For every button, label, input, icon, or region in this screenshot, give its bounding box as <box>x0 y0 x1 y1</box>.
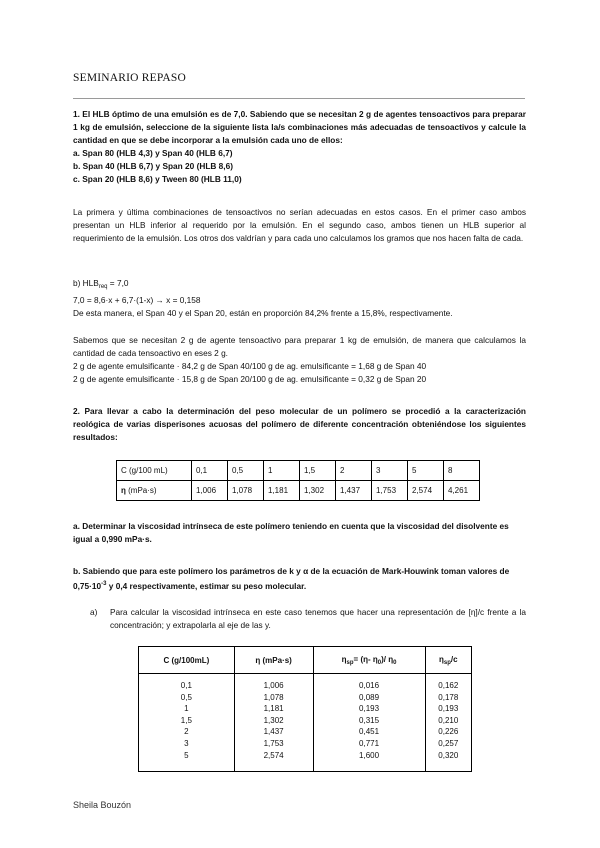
col-header-concentration: C (g/100mL) <box>139 647 235 674</box>
calc-paragraph: Sabemos que se necesitan 2 g de agente tensoactivo para preparar 1 kg de emulsión, de manera que calculamos la cantidad de cada tensoactivo en eses 2 g. <box>73 335 526 358</box>
table-cell: 1,600 <box>313 750 425 772</box>
question-1-option-a: a. Span 80 (HLB 4,3) y Span 40 (HLB 6,7) <box>73 148 233 158</box>
table-cell: 0,320 <box>425 750 471 772</box>
page-footer-author: Sheila Bouzón <box>73 800 132 810</box>
header-divider <box>73 98 525 99</box>
table-cell: 5 <box>139 750 235 772</box>
results-table <box>138 646 472 772</box>
table-cell: 1,302 <box>300 481 336 501</box>
table-cell: 0,315 <box>313 715 425 727</box>
table-cell: 0,1 <box>192 461 228 481</box>
row-header-concentration: C (g/100 mL) <box>117 461 192 481</box>
table-cell: 1,181 <box>234 703 313 715</box>
table-row <box>139 674 472 692</box>
calc-label: b) $HLB_{req} = 7,0$ <box>73 278 129 290</box>
table-cell: 0,089 <box>313 692 425 704</box>
table-row <box>139 703 472 715</box>
table-row <box>139 715 472 727</box>
table-cell: 1,753 <box>234 738 313 750</box>
table-cell: 0,1 <box>139 674 235 692</box>
col-header-specific-viscosity: $\eta_{sp}= (\eta-$ $\eta_0)/$ $\eta_0$ <box>313 647 425 674</box>
answer-a-text: Para calcular la viscosidad intrínseca en este caso tenemos que hacer una representación de [η]/c frente a la concentración; y extrapolarla al eje de las y. <box>110 607 526 630</box>
table-cell: 1,5 <box>139 715 235 727</box>
table-row <box>139 750 472 772</box>
table-cell: 0,178 <box>425 692 471 704</box>
table-cell: 1,006 <box>192 481 228 501</box>
table-cell: 1,006 <box>234 674 313 692</box>
table-cell: 2,574 <box>234 750 313 772</box>
question-1-option-b: b. Span 40 (HLB 6,7) y Span 20 (HLB 8,6) <box>73 161 233 171</box>
question-1-statement: 1. El HLB óptimo de una emulsión es de 7,0. Sabiendo que se necesitan 2 g de agentes tensoactivos para preparar 1 kg de emulsión, seleccione de la siguiente lista la/s combinaciones más adecuadas de tensoactivos y calcule la cantidad en que se debe incorporar a la emulsión cada uno de ellos: <box>73 109 526 145</box>
question-1-option-c: c. Span 20 (HLB 8,6) y Tween 80 (HLB 11,0) <box>73 174 242 184</box>
question-1-grams <box>73 334 526 386</box>
table-cell: 0,771 <box>313 738 425 750</box>
table-row <box>139 738 472 750</box>
table-cell: 1,302 <box>234 715 313 727</box>
table-cell: 3 <box>139 738 235 750</box>
table-cell: 0,016 <box>313 674 425 692</box>
page-title: SEMINARIO REPASO <box>73 72 187 84</box>
table-cell: 0,193 <box>313 703 425 715</box>
table-cell: 1,753 <box>372 481 408 501</box>
col-header-reduced-viscosity: $\eta_{sp}/c$ <box>425 647 471 674</box>
table-cell: 1,181 <box>264 481 300 501</box>
table-cell: 0,5 <box>228 461 264 481</box>
question-2-part-b: b. Sabiendo que para este polímero los parámetros de k y α de la ecuación de Mark-Houwink toman valores de $0,75\cdot 10^{-3}$ y 0,4 respectivamente, estimar su peso molecular. <box>73 566 510 591</box>
table-cell: 0,257 <box>425 738 471 750</box>
table-cell: 2,574 <box>408 481 444 501</box>
table-cell: 1,5 <box>300 461 336 481</box>
col-header-viscosity: η (mPa·s) <box>234 647 313 674</box>
table-header-row <box>139 647 472 674</box>
table-cell: 1,078 <box>228 481 264 501</box>
question-1-answer-paragraph: La primera y última combinaciones de tensoactivos no serían adecuadas en estos casos. En el primer caso ambos presentan un HLB inferior al requerido por la emulsión. En el segundo caso, ambos tienen un HLB superior al requerimiento de la emulsión. Los otros dos valdrían y para cada uno calculamos los gramos que nos hacen falta de cada. <box>73 207 526 243</box>
question-1 <box>73 108 526 186</box>
calc-line-span20: 2 g de agente emulsificante · 15,8 g de Span 20/100 g de ag. emulsificante = 0,32 g de Span 20 <box>73 374 427 384</box>
calc-line-span40: 2 g de agente emulsificante · 84,2 g de Span 40/100 g de ag. emulsificante = 1,68 g de Span 40 <box>73 361 427 371</box>
table-cell: 0,451 <box>313 726 425 738</box>
table-cell: 2 <box>139 726 235 738</box>
answer-a-number: a) <box>90 607 98 617</box>
table-cell: 0,226 <box>425 726 471 738</box>
viscosity-data-table <box>116 460 480 501</box>
table-cell: 1,078 <box>234 692 313 704</box>
calc-conclusion: De esta manera, el Span 40 y el Span 20, están en proporción 84,2% frente a 15,8%, respectivamente. <box>73 308 453 318</box>
table-cell: 1,437 <box>234 726 313 738</box>
table-cell: 2 <box>336 461 372 481</box>
table-cell: 1 <box>264 461 300 481</box>
table-cell: 0,5 <box>139 692 235 704</box>
table-cell: 1 <box>139 703 235 715</box>
table-row <box>117 481 480 501</box>
table-cell: 3 <box>372 461 408 481</box>
question-2-statement: 2. Para llevar a cabo la determinación del peso molecular de un polímero se procedió a la caracterización reológica de varias disperisones acuosas del polímero de diferente concentración obteniéndose los siguientes resultados: <box>73 406 526 442</box>
calc-equation: 7,0 = 8,6·x + 6,7·(1-x) → x = 0,158 <box>73 295 201 305</box>
table-row <box>117 461 480 481</box>
table-cell: 8 <box>444 461 480 481</box>
table-row <box>139 726 472 738</box>
table-cell: 0,193 <box>425 703 471 715</box>
table-cell: 4,261 <box>444 481 480 501</box>
question-1-calculation <box>73 277 526 320</box>
table-cell: 1,437 <box>336 481 372 501</box>
table-cell: 0,210 <box>425 715 471 727</box>
table-cell: 0,162 <box>425 674 471 692</box>
table-cell: 5 <box>408 461 444 481</box>
row-header-viscosity: η (mPa·s) <box>117 481 192 501</box>
table-row <box>139 692 472 704</box>
question-2-part-a: a. Determinar la viscosidad intrínseca de este polímero teniendo en cuenta que la viscosidad del disolvente es igual a 0,990 mPa·s. <box>73 521 509 544</box>
